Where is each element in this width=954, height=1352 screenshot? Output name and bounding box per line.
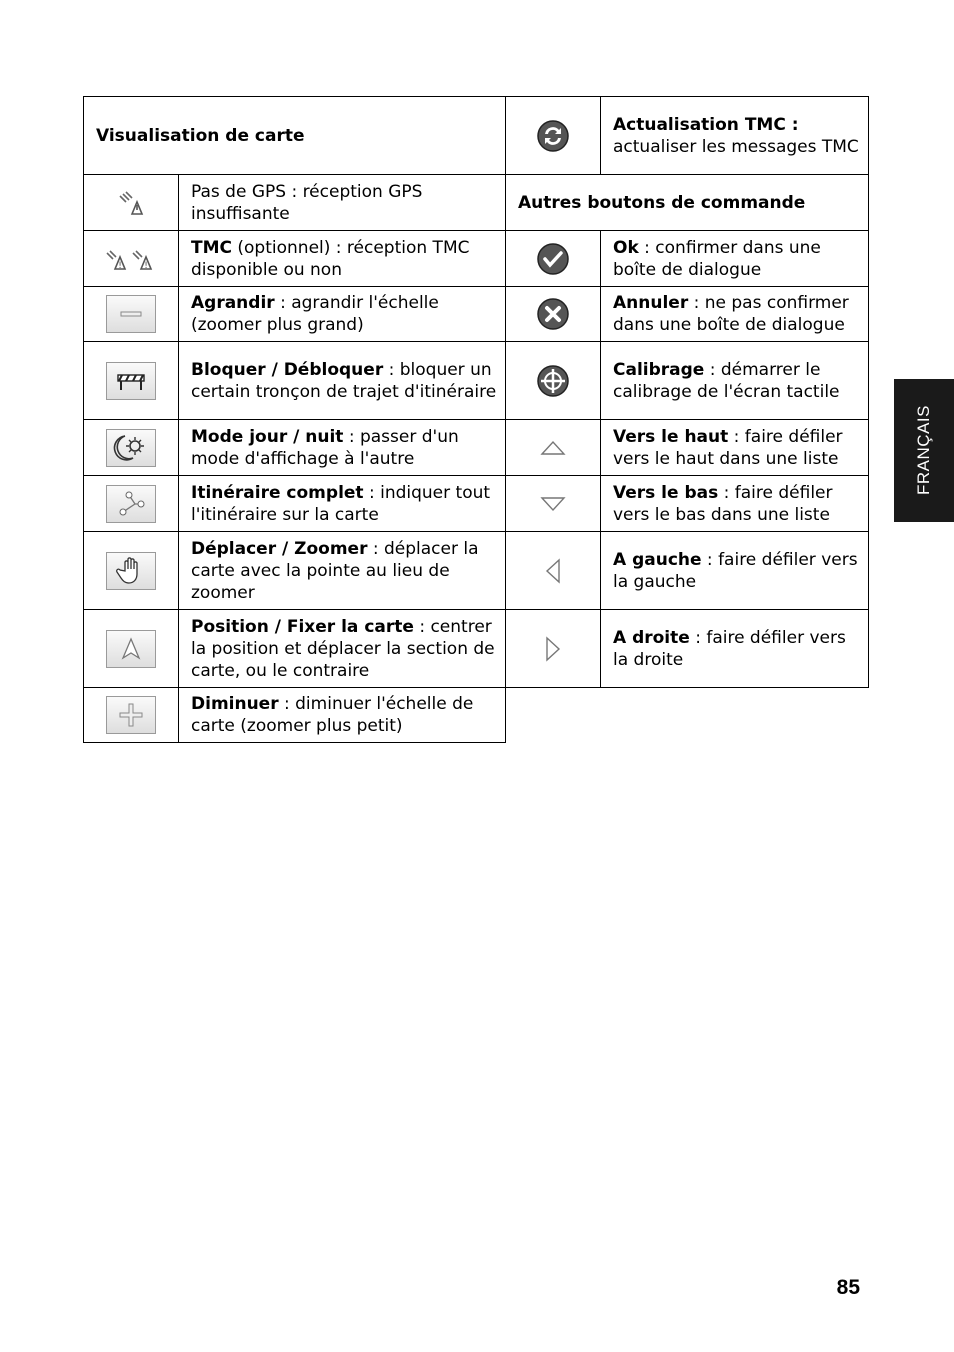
page-number: 85 bbox=[836, 1276, 860, 1299]
table-row: Vers le haut : faire défiler vers le haut dans une liste bbox=[506, 420, 869, 476]
table-row: Ok : confirmer dans une boîte de dialogue bbox=[506, 231, 869, 287]
cancel-x-icon[interactable] bbox=[536, 297, 570, 331]
table-row: Itinéraire complet : indiquer tout l'itinéraire sur la carte bbox=[84, 476, 506, 532]
other-buttons-table bbox=[505, 96, 869, 688]
language-side-tab bbox=[894, 379, 954, 522]
table-row: Diminuer : diminuer l'échelle de carte (zoomer plus petit) bbox=[84, 688, 506, 743]
table-row: A gauche : faire défiler vers la gauche bbox=[506, 532, 869, 610]
table-row: Mode jour / nuit : passer d'un mode d'affichage à l'autre bbox=[84, 420, 506, 476]
language-label: FRANÇAIS bbox=[914, 405, 933, 495]
table-row: A droite : faire défiler vers la droite bbox=[506, 610, 869, 688]
tmc-reception-icon bbox=[105, 246, 157, 272]
arrow-up-icon[interactable] bbox=[540, 439, 566, 457]
no-gps-signal-icon bbox=[117, 190, 145, 216]
position-arrow-icon[interactable] bbox=[106, 630, 156, 668]
svg-text:!: ! bbox=[144, 260, 148, 271]
table-row: Annuler : ne pas confirmer dans une boîte de dialogue bbox=[506, 287, 869, 342]
table-row: Calibrage : démarrer le calibrage de l'écran tactile bbox=[506, 342, 869, 420]
svg-text:!: ! bbox=[118, 260, 122, 271]
table-row: Bloquer / Débloquer : bloquer un certain tronçon de trajet d'itinéraire bbox=[84, 342, 506, 420]
table-row: ! ! TMC (optionnel) : réception TMC disponible ou non bbox=[84, 231, 506, 287]
table-row: Agrandir : agrandir l'échelle (zoomer plus grand) bbox=[84, 287, 506, 342]
table-row: Déplacer / Zoomer : déplacer la carte avec la pointe au lieu de zoomer bbox=[84, 532, 506, 610]
arrow-left-icon[interactable] bbox=[544, 558, 562, 584]
arrow-down-icon[interactable] bbox=[540, 495, 566, 513]
checkmark-icon[interactable] bbox=[536, 242, 570, 276]
crosshair-icon[interactable] bbox=[536, 364, 570, 398]
map-view-table bbox=[83, 96, 506, 743]
roadblock-icon[interactable] bbox=[106, 362, 156, 400]
refresh-icon[interactable] bbox=[536, 119, 570, 153]
full-route-icon[interactable] bbox=[106, 485, 156, 523]
hand-pan-icon[interactable] bbox=[106, 552, 156, 590]
table-row: Actualisation TMC : actualiser les messages TMC bbox=[506, 97, 869, 175]
day-night-icon[interactable] bbox=[106, 429, 156, 467]
zoom-in-icon[interactable] bbox=[106, 295, 156, 333]
arrow-right-icon[interactable] bbox=[544, 636, 562, 662]
table-row: Position / Fixer la carte : centrer la position et déplacer la section de carte, ou le contraire bbox=[84, 610, 506, 688]
section-header-other-buttons: Autres boutons de commande bbox=[506, 175, 869, 231]
zoom-out-icon[interactable] bbox=[106, 696, 156, 734]
table-row: Pas de GPS : réception GPS insuffisante bbox=[84, 175, 506, 231]
section-header-map-view: Visualisation de carte bbox=[84, 97, 506, 175]
table-row: Vers le bas : faire défiler vers le bas dans une liste bbox=[506, 476, 869, 532]
